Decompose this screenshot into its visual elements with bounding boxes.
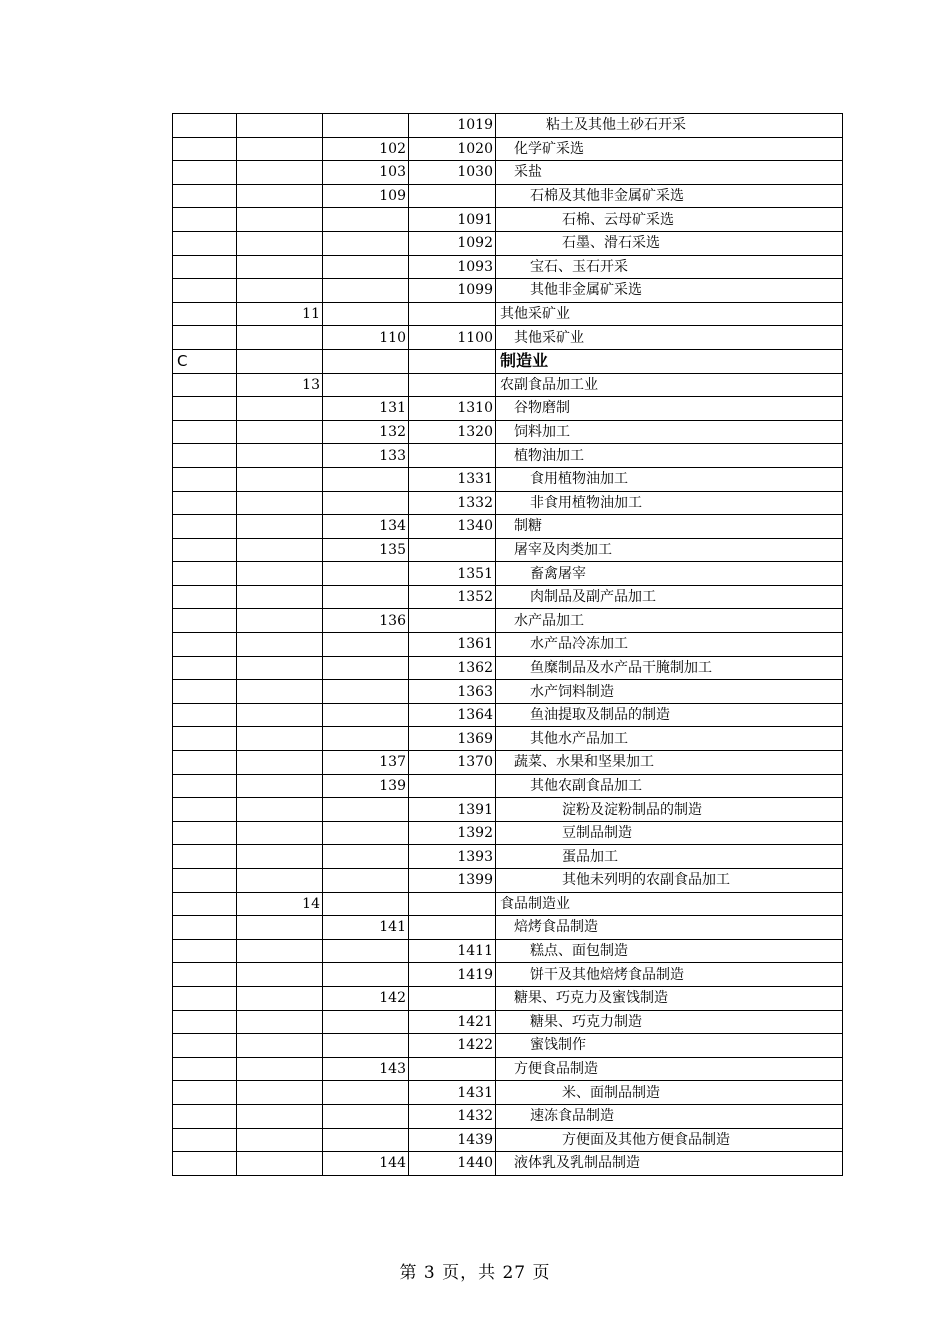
table-row xyxy=(173,231,843,255)
minor-code-cell: 1100 xyxy=(409,326,496,350)
section-cell xyxy=(173,703,237,727)
minor-code-cell xyxy=(409,609,496,633)
minor-code-cell: 1093 xyxy=(409,255,496,279)
medium-code-cell: 139 xyxy=(323,774,409,798)
section-cell xyxy=(173,1104,237,1128)
category-name-cell: 粘土及其他土砂石开采 xyxy=(496,114,843,138)
section-cell xyxy=(173,892,237,916)
major-code-cell xyxy=(237,562,323,586)
major-code-cell xyxy=(237,963,323,987)
section-cell xyxy=(173,656,237,680)
minor-code-cell: 1310 xyxy=(409,397,496,421)
minor-code-cell: 1432 xyxy=(409,1104,496,1128)
minor-code-cell: 1439 xyxy=(409,1128,496,1152)
section-cell xyxy=(173,562,237,586)
minor-code-cell: 1320 xyxy=(409,420,496,444)
category-name-cell: 其他农副食品加工 xyxy=(496,774,843,798)
major-code-cell xyxy=(237,255,323,279)
table-row xyxy=(173,916,843,940)
major-code-cell xyxy=(237,774,323,798)
section-cell xyxy=(173,373,237,397)
category-name-cell: 化学矿采选 xyxy=(496,137,843,161)
major-code-cell xyxy=(237,397,323,421)
minor-code-cell: 1363 xyxy=(409,680,496,704)
section-cell xyxy=(173,1034,237,1058)
medium-code-cell: 144 xyxy=(323,1152,409,1176)
table-row xyxy=(173,515,843,539)
medium-code-cell xyxy=(323,208,409,232)
table-row xyxy=(173,397,843,421)
category-name-cell: 谷物磨制 xyxy=(496,397,843,421)
table-row xyxy=(173,1128,843,1152)
section-cell xyxy=(173,680,237,704)
category-name-cell: 植物油加工 xyxy=(496,444,843,468)
table-row xyxy=(173,585,843,609)
table-row xyxy=(173,845,843,869)
table-row xyxy=(173,633,843,657)
table-row xyxy=(173,680,843,704)
section-cell: C xyxy=(173,349,237,373)
medium-code-cell xyxy=(323,255,409,279)
minor-code-cell: 1392 xyxy=(409,821,496,845)
major-code-cell: 11 xyxy=(237,302,323,326)
category-name-cell: 蛋品加工 xyxy=(496,845,843,869)
section-cell xyxy=(173,1152,237,1176)
medium-code-cell xyxy=(323,1010,409,1034)
major-code-cell xyxy=(237,727,323,751)
section-cell xyxy=(173,727,237,751)
minor-code-cell xyxy=(409,986,496,1010)
minor-code-cell xyxy=(409,184,496,208)
table-row xyxy=(173,703,843,727)
table-row xyxy=(173,869,843,893)
minor-code-cell: 1019 xyxy=(409,114,496,138)
major-code-cell xyxy=(237,633,323,657)
category-name-cell: 其他非金属矿采选 xyxy=(496,279,843,303)
table-row xyxy=(173,1081,843,1105)
minor-code-cell: 1393 xyxy=(409,845,496,869)
medium-code-cell xyxy=(323,892,409,916)
table-row xyxy=(173,373,843,397)
minor-code-cell: 1030 xyxy=(409,161,496,185)
table-row xyxy=(173,562,843,586)
table-row xyxy=(173,892,843,916)
table-row xyxy=(173,279,843,303)
table-row xyxy=(173,1152,843,1176)
table-row xyxy=(173,208,843,232)
category-name-cell: 蔬菜、水果和坚果加工 xyxy=(496,751,843,775)
category-name-cell: 其他采矿业 xyxy=(496,302,843,326)
section-cell xyxy=(173,798,237,822)
section-cell xyxy=(173,255,237,279)
table-row xyxy=(173,963,843,987)
minor-code-cell: 1419 xyxy=(409,963,496,987)
minor-code-cell: 1351 xyxy=(409,562,496,586)
section-cell xyxy=(173,184,237,208)
section-cell xyxy=(173,821,237,845)
table-body xyxy=(173,114,843,1176)
medium-code-cell xyxy=(323,656,409,680)
category-name-cell: 方便面及其他方便食品制造 xyxy=(496,1128,843,1152)
major-code-cell xyxy=(237,349,323,373)
page-number: 第 3 页，共 27 页 xyxy=(399,1263,551,1283)
table-row xyxy=(173,420,843,444)
category-name-cell: 石墨、滑石采选 xyxy=(496,231,843,255)
category-name-cell: 水产品冷冻加工 xyxy=(496,633,843,657)
category-name-cell: 豆制品制造 xyxy=(496,821,843,845)
section-cell xyxy=(173,397,237,421)
minor-code-cell: 1421 xyxy=(409,1010,496,1034)
section-cell xyxy=(173,633,237,657)
section-cell xyxy=(173,302,237,326)
medium-code-cell: 132 xyxy=(323,420,409,444)
section-cell xyxy=(173,114,237,138)
minor-code-cell xyxy=(409,373,496,397)
category-name-cell: 淀粉及淀粉制品的制造 xyxy=(496,798,843,822)
major-code-cell xyxy=(237,467,323,491)
medium-code-cell: 143 xyxy=(323,1057,409,1081)
section-cell xyxy=(173,845,237,869)
major-code-cell xyxy=(237,208,323,232)
table-row xyxy=(173,114,843,138)
category-name-cell: 其他采矿业 xyxy=(496,326,843,350)
table-row xyxy=(173,491,843,515)
major-code-cell xyxy=(237,1034,323,1058)
major-code-cell xyxy=(237,680,323,704)
major-code-cell xyxy=(237,751,323,775)
category-name-cell: 屠宰及肉类加工 xyxy=(496,538,843,562)
table-row xyxy=(173,137,843,161)
medium-code-cell: 109 xyxy=(323,184,409,208)
section-cell xyxy=(173,231,237,255)
medium-code-cell xyxy=(323,491,409,515)
table-row xyxy=(173,161,843,185)
category-name-cell: 速冻食品制造 xyxy=(496,1104,843,1128)
major-code-cell xyxy=(237,609,323,633)
medium-code-cell xyxy=(323,845,409,869)
minor-code-cell xyxy=(409,349,496,373)
table-row xyxy=(173,467,843,491)
major-code-cell xyxy=(237,114,323,138)
major-code-cell xyxy=(237,656,323,680)
minor-code-cell: 1099 xyxy=(409,279,496,303)
medium-code-cell xyxy=(323,633,409,657)
medium-code-cell: 137 xyxy=(323,751,409,775)
major-code-cell xyxy=(237,231,323,255)
medium-code-cell xyxy=(323,1104,409,1128)
table-row xyxy=(173,774,843,798)
minor-code-cell xyxy=(409,1057,496,1081)
category-name-cell: 焙烤食品制造 xyxy=(496,916,843,940)
table-row xyxy=(173,821,843,845)
medium-code-cell: 141 xyxy=(323,916,409,940)
major-code-cell xyxy=(237,491,323,515)
category-name-cell: 水产饲料制造 xyxy=(496,680,843,704)
section-cell xyxy=(173,585,237,609)
section-cell xyxy=(173,1081,237,1105)
medium-code-cell: 142 xyxy=(323,986,409,1010)
medium-code-cell xyxy=(323,114,409,138)
minor-code-cell: 1092 xyxy=(409,231,496,255)
minor-code-cell xyxy=(409,892,496,916)
category-name-cell: 石棉及其他非金属矿采选 xyxy=(496,184,843,208)
medium-code-cell xyxy=(323,279,409,303)
minor-code-cell: 1361 xyxy=(409,633,496,657)
major-code-cell xyxy=(237,137,323,161)
major-code-cell xyxy=(237,1128,323,1152)
minor-code-cell: 1020 xyxy=(409,137,496,161)
table-row xyxy=(173,1034,843,1058)
category-name-cell: 蜜饯制作 xyxy=(496,1034,843,1058)
minor-code-cell: 1340 xyxy=(409,515,496,539)
medium-code-cell xyxy=(323,798,409,822)
medium-code-cell: 134 xyxy=(323,515,409,539)
medium-code-cell: 135 xyxy=(323,538,409,562)
medium-code-cell xyxy=(323,963,409,987)
major-code-cell xyxy=(237,184,323,208)
major-code-cell: 14 xyxy=(237,892,323,916)
category-name-cell: 饼干及其他焙烤食品制造 xyxy=(496,963,843,987)
medium-code-cell xyxy=(323,1081,409,1105)
table-row xyxy=(173,727,843,751)
minor-code-cell: 1399 xyxy=(409,869,496,893)
major-code-cell xyxy=(237,420,323,444)
category-name-cell: 肉制品及副产品加工 xyxy=(496,585,843,609)
category-name-cell: 宝石、玉石开采 xyxy=(496,255,843,279)
category-name-cell: 糕点、面包制造 xyxy=(496,939,843,963)
medium-code-cell xyxy=(323,1128,409,1152)
table-row xyxy=(173,1104,843,1128)
table-row xyxy=(173,444,843,468)
major-code-cell xyxy=(237,821,323,845)
major-code-cell xyxy=(237,279,323,303)
category-name-cell: 米、面制品制造 xyxy=(496,1081,843,1105)
major-code-cell xyxy=(237,1104,323,1128)
medium-code-cell xyxy=(323,869,409,893)
major-code-cell xyxy=(237,986,323,1010)
category-name-cell: 糖果、巧克力制造 xyxy=(496,1010,843,1034)
medium-code-cell xyxy=(323,562,409,586)
medium-code-cell xyxy=(323,703,409,727)
category-name-cell: 糖果、巧克力及蜜饯制造 xyxy=(496,986,843,1010)
medium-code-cell xyxy=(323,821,409,845)
minor-code-cell: 1331 xyxy=(409,467,496,491)
category-name-cell: 石棉、云母矿采选 xyxy=(496,208,843,232)
section-cell xyxy=(173,751,237,775)
classification-table xyxy=(172,113,843,1176)
section-cell xyxy=(173,939,237,963)
category-name-cell: 食用植物油加工 xyxy=(496,467,843,491)
minor-code-cell: 1369 xyxy=(409,727,496,751)
section-cell xyxy=(173,208,237,232)
medium-code-cell: 103 xyxy=(323,161,409,185)
medium-code-cell xyxy=(323,302,409,326)
major-code-cell xyxy=(237,916,323,940)
category-name-cell: 水产品加工 xyxy=(496,609,843,633)
major-code-cell xyxy=(237,326,323,350)
category-name-cell: 液体乳及乳制品制造 xyxy=(496,1152,843,1176)
major-code-cell xyxy=(237,515,323,539)
section-cell xyxy=(173,279,237,303)
section-cell xyxy=(173,538,237,562)
major-code-cell xyxy=(237,1152,323,1176)
section-cell xyxy=(173,467,237,491)
medium-code-cell xyxy=(323,373,409,397)
major-code-cell xyxy=(237,869,323,893)
medium-code-cell xyxy=(323,939,409,963)
major-code-cell xyxy=(237,585,323,609)
section-cell xyxy=(173,916,237,940)
medium-code-cell: 110 xyxy=(323,326,409,350)
table-row xyxy=(173,609,843,633)
section-cell xyxy=(173,609,237,633)
minor-code-cell: 1364 xyxy=(409,703,496,727)
medium-code-cell: 136 xyxy=(323,609,409,633)
minor-code-cell: 1362 xyxy=(409,656,496,680)
table-row xyxy=(173,939,843,963)
section-cell xyxy=(173,137,237,161)
minor-code-cell xyxy=(409,774,496,798)
minor-code-cell: 1440 xyxy=(409,1152,496,1176)
section-cell xyxy=(173,444,237,468)
medium-code-cell xyxy=(323,727,409,751)
section-cell xyxy=(173,1010,237,1034)
section-cell xyxy=(173,1057,237,1081)
category-name-cell: 采盐 xyxy=(496,161,843,185)
minor-code-cell: 1332 xyxy=(409,491,496,515)
minor-code-cell xyxy=(409,538,496,562)
category-name-cell: 饲料加工 xyxy=(496,420,843,444)
table-row xyxy=(173,656,843,680)
table-row xyxy=(173,1010,843,1034)
medium-code-cell xyxy=(323,349,409,373)
major-code-cell xyxy=(237,161,323,185)
section-cell xyxy=(173,1128,237,1152)
medium-code-cell xyxy=(323,231,409,255)
category-name-cell: 畜禽屠宰 xyxy=(496,562,843,586)
section-cell xyxy=(173,774,237,798)
section-cell xyxy=(173,161,237,185)
major-code-cell xyxy=(237,1081,323,1105)
table-row xyxy=(173,798,843,822)
table-row xyxy=(173,326,843,350)
minor-code-cell xyxy=(409,444,496,468)
medium-code-cell xyxy=(323,467,409,491)
major-code-cell xyxy=(237,939,323,963)
minor-code-cell: 1391 xyxy=(409,798,496,822)
section-cell xyxy=(173,326,237,350)
category-name-cell: 鱼糜制品及水产品干腌制加工 xyxy=(496,656,843,680)
table-row xyxy=(173,255,843,279)
minor-code-cell: 1091 xyxy=(409,208,496,232)
table-row xyxy=(173,302,843,326)
table-row xyxy=(173,986,843,1010)
category-name-cell: 制糖 xyxy=(496,515,843,539)
minor-code-cell: 1370 xyxy=(409,751,496,775)
minor-code-cell: 1352 xyxy=(409,585,496,609)
medium-code-cell xyxy=(323,585,409,609)
table-row xyxy=(173,349,843,373)
section-cell xyxy=(173,963,237,987)
table-row xyxy=(173,751,843,775)
major-code-cell xyxy=(237,444,323,468)
category-name-cell: 非食用植物油加工 xyxy=(496,491,843,515)
medium-code-cell xyxy=(323,680,409,704)
section-cell xyxy=(173,491,237,515)
minor-code-cell xyxy=(409,302,496,326)
major-code-cell xyxy=(237,845,323,869)
medium-code-cell xyxy=(323,1034,409,1058)
minor-code-cell: 1431 xyxy=(409,1081,496,1105)
minor-code-cell: 1422 xyxy=(409,1034,496,1058)
table-row xyxy=(173,1057,843,1081)
minor-code-cell xyxy=(409,916,496,940)
major-code-cell xyxy=(237,1057,323,1081)
category-name-cell: 其他未列明的农副食品加工 xyxy=(496,869,843,893)
category-name-cell: 其他水产品加工 xyxy=(496,727,843,751)
section-cell xyxy=(173,869,237,893)
major-code-cell xyxy=(237,798,323,822)
section-cell xyxy=(173,515,237,539)
category-name-cell: 方便食品制造 xyxy=(496,1057,843,1081)
major-code-cell: 13 xyxy=(237,373,323,397)
category-name-cell: 农副食品加工业 xyxy=(496,373,843,397)
table-row xyxy=(173,184,843,208)
section-cell xyxy=(173,986,237,1010)
major-code-cell xyxy=(237,1010,323,1034)
table-row xyxy=(173,538,843,562)
medium-code-cell: 102 xyxy=(323,137,409,161)
category-name-cell: 制造业 xyxy=(496,349,843,373)
minor-code-cell: 1411 xyxy=(409,939,496,963)
category-name-cell: 鱼油提取及制品的制造 xyxy=(496,703,843,727)
medium-code-cell: 133 xyxy=(323,444,409,468)
section-cell xyxy=(173,420,237,444)
category-name-cell: 食品制造业 xyxy=(496,892,843,916)
medium-code-cell: 131 xyxy=(323,397,409,421)
major-code-cell xyxy=(237,538,323,562)
major-code-cell xyxy=(237,703,323,727)
